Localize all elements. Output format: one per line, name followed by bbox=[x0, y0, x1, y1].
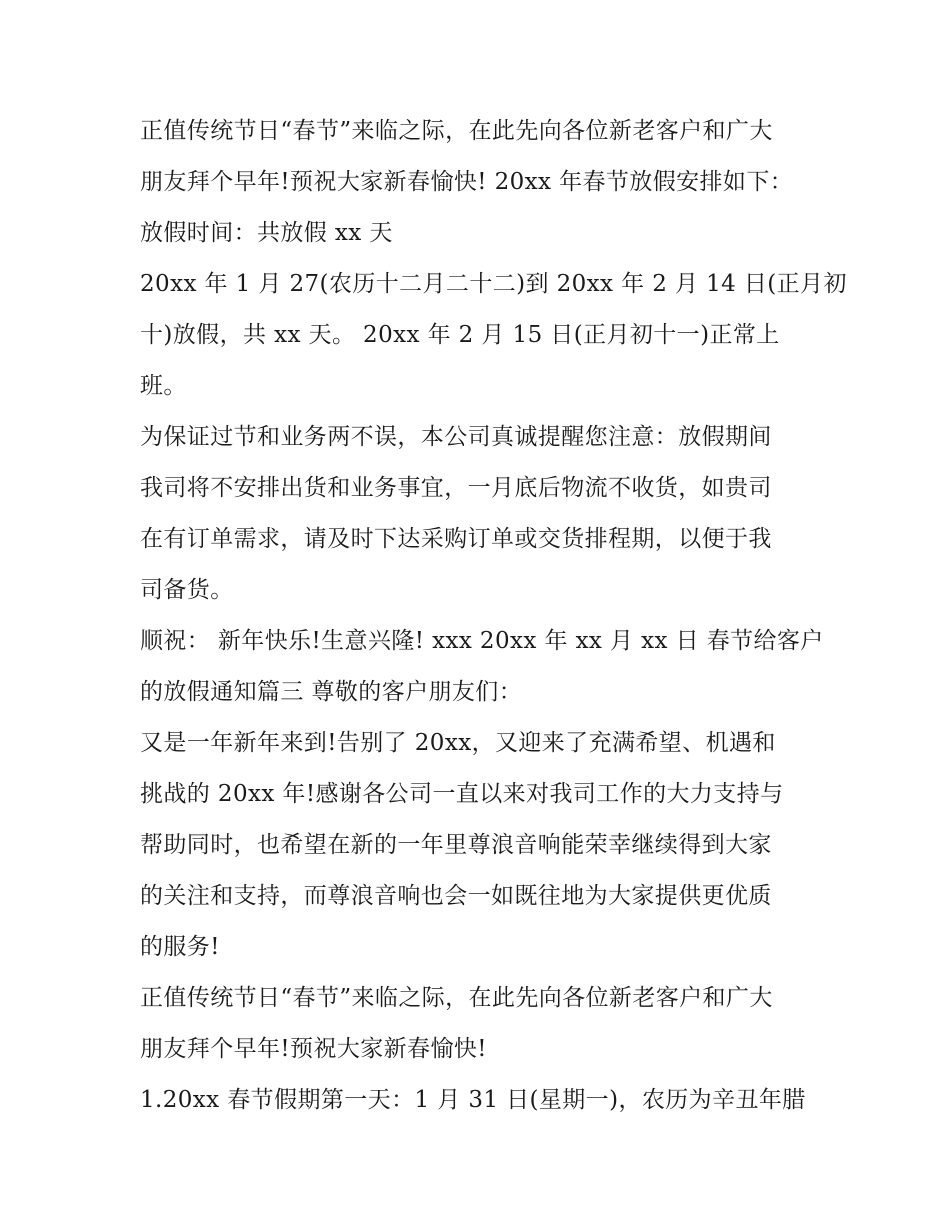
text-line: 又是一年新年来到!告别了 20xx，又迎来了充满希望、机遇和 bbox=[140, 730, 776, 756]
text-line: 正值传统节日“春节”来临之际，在此先向各位新老客户和广大 bbox=[140, 118, 773, 144]
text-line: 我司将不安排出货和业务事宜，一月底后物流不收货，如贵司 bbox=[140, 475, 772, 501]
text-line: 挑战的 20xx 年!感谢各公司一直以来对我司工作的大力支持与 bbox=[140, 781, 784, 807]
text-line: 的关注和支持，而尊浪音响也会一如既往地为大家提供更优质 bbox=[140, 883, 772, 909]
text-line: 帮助同时，也希望在新的一年里尊浪音响能荣幸继续得到大家 bbox=[140, 832, 772, 858]
text-line: 十)放假，共 xx 天。 20xx 年 2 月 15 日(正月初十一)正常上 bbox=[140, 322, 780, 348]
text-line: 朋友拜个早年!预祝大家新春愉快! bbox=[140, 1036, 487, 1062]
text-line: 顺祝： 新年快乐!生意兴隆! xxx 20xx 年 xx 月 xx 日 春节给客户 bbox=[140, 628, 824, 654]
text-line: 为保证过节和业务两不误，本公司真诚提醒您注意：放假期间 bbox=[140, 424, 772, 450]
text-line: 朋友拜个早年!预祝大家新春愉快! 20xx 年春节放假安排如下： bbox=[140, 169, 794, 195]
text-line: 的服务! bbox=[140, 934, 220, 960]
text-line: 1.20xx 春节假期第一天：1 月 31 日(星期一)，农历为辛丑年腊 bbox=[140, 1087, 806, 1113]
text-line: 放假时间：共放假 xx 天 bbox=[140, 220, 393, 246]
text-line: 的放假通知篇三 尊敬的客户朋友们： bbox=[140, 679, 523, 705]
text-line: 在有订单需求，请及时下达采购订单或交货排程期，以便于我 bbox=[140, 526, 772, 552]
text-line: 班。 bbox=[140, 373, 187, 399]
text-line: 司备货。 bbox=[140, 577, 234, 603]
text-line: 20xx 年 1 月 27(农历十二月二十二)到 20xx 年 2 月 14 日(正月初 bbox=[140, 271, 847, 297]
document-body bbox=[140, 106, 847, 1126]
text-line: 正值传统节日“春节”来临之际，在此先向各位新老客户和广大 bbox=[140, 985, 773, 1011]
